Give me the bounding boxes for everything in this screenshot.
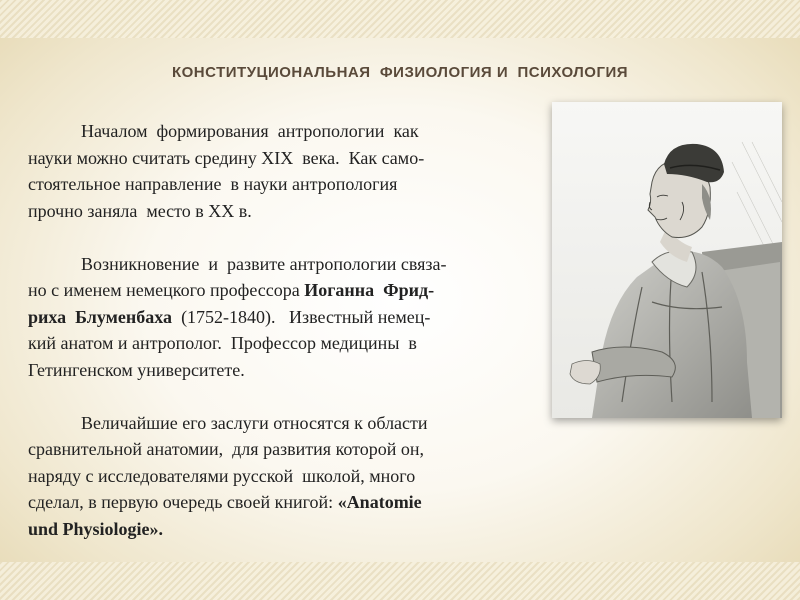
paragraph-3-line-3: наряду с исследователями русской школой, много bbox=[28, 465, 416, 486]
paragraph-2-line-2-text: но с именем немецкого профессора bbox=[28, 280, 305, 300]
paragraph-1-line-3: стоятельное направление в науки антропология bbox=[28, 174, 398, 194]
paragraph-3-line-1: Величайшие его заслуги относятся к области bbox=[81, 412, 428, 433]
paragraph-2-line-5: Гетингенском университете. bbox=[28, 359, 245, 380]
professor-name-part-2: риха Блуменбаха bbox=[28, 306, 173, 327]
portrait-engraving-icon bbox=[552, 102, 782, 418]
decorative-stripe-top bbox=[0, 0, 800, 38]
paragraph-1-line-4: прочно заняла место в XX в. bbox=[28, 200, 252, 221]
paragraph-3-line-5 bbox=[28, 516, 538, 543]
paragraph-3-line-4 bbox=[28, 489, 538, 516]
paragraph-2-line-3-text: (1752-1840). Известный немец- bbox=[172, 306, 431, 327]
paragraph-1-line-1: Началом формирования антропологии как bbox=[81, 121, 419, 141]
paragraph-2-line-2 bbox=[28, 277, 538, 304]
paragraph-1-line-2: науки можно считать средину XIX века. Как само- bbox=[28, 147, 425, 168]
body-text bbox=[28, 118, 538, 569]
book-title-part-1: «Anatomie bbox=[337, 492, 422, 512]
paragraph-3-line-4-text: сделал, в первую очередь своей книгой: bbox=[28, 492, 338, 512]
book-title-part-2: und Physiologie». bbox=[28, 518, 164, 539]
paragraph-2-line-3 bbox=[28, 304, 538, 331]
paragraph-3 bbox=[28, 410, 538, 543]
portrait-image bbox=[552, 102, 782, 418]
paragraph-2-line-4: кий анатом и антрополог. Профессор медицины в bbox=[28, 333, 417, 353]
paragraph-2-line-1: Возникновение и развите антропологии связа- bbox=[81, 253, 447, 274]
professor-name-part-1: Иоганна Фрид- bbox=[304, 280, 435, 300]
paragraph-2 bbox=[28, 251, 538, 384]
slide-title: КОНСТИТУЦИОНАЛЬНАЯ ФИЗИОЛОГИЯ И ПСИХОЛОГИЯ bbox=[171, 64, 629, 81]
paragraph-3-line-2: сравнительной анатомии, для развития которой он, bbox=[28, 439, 425, 459]
paragraph-1 bbox=[28, 118, 538, 224]
